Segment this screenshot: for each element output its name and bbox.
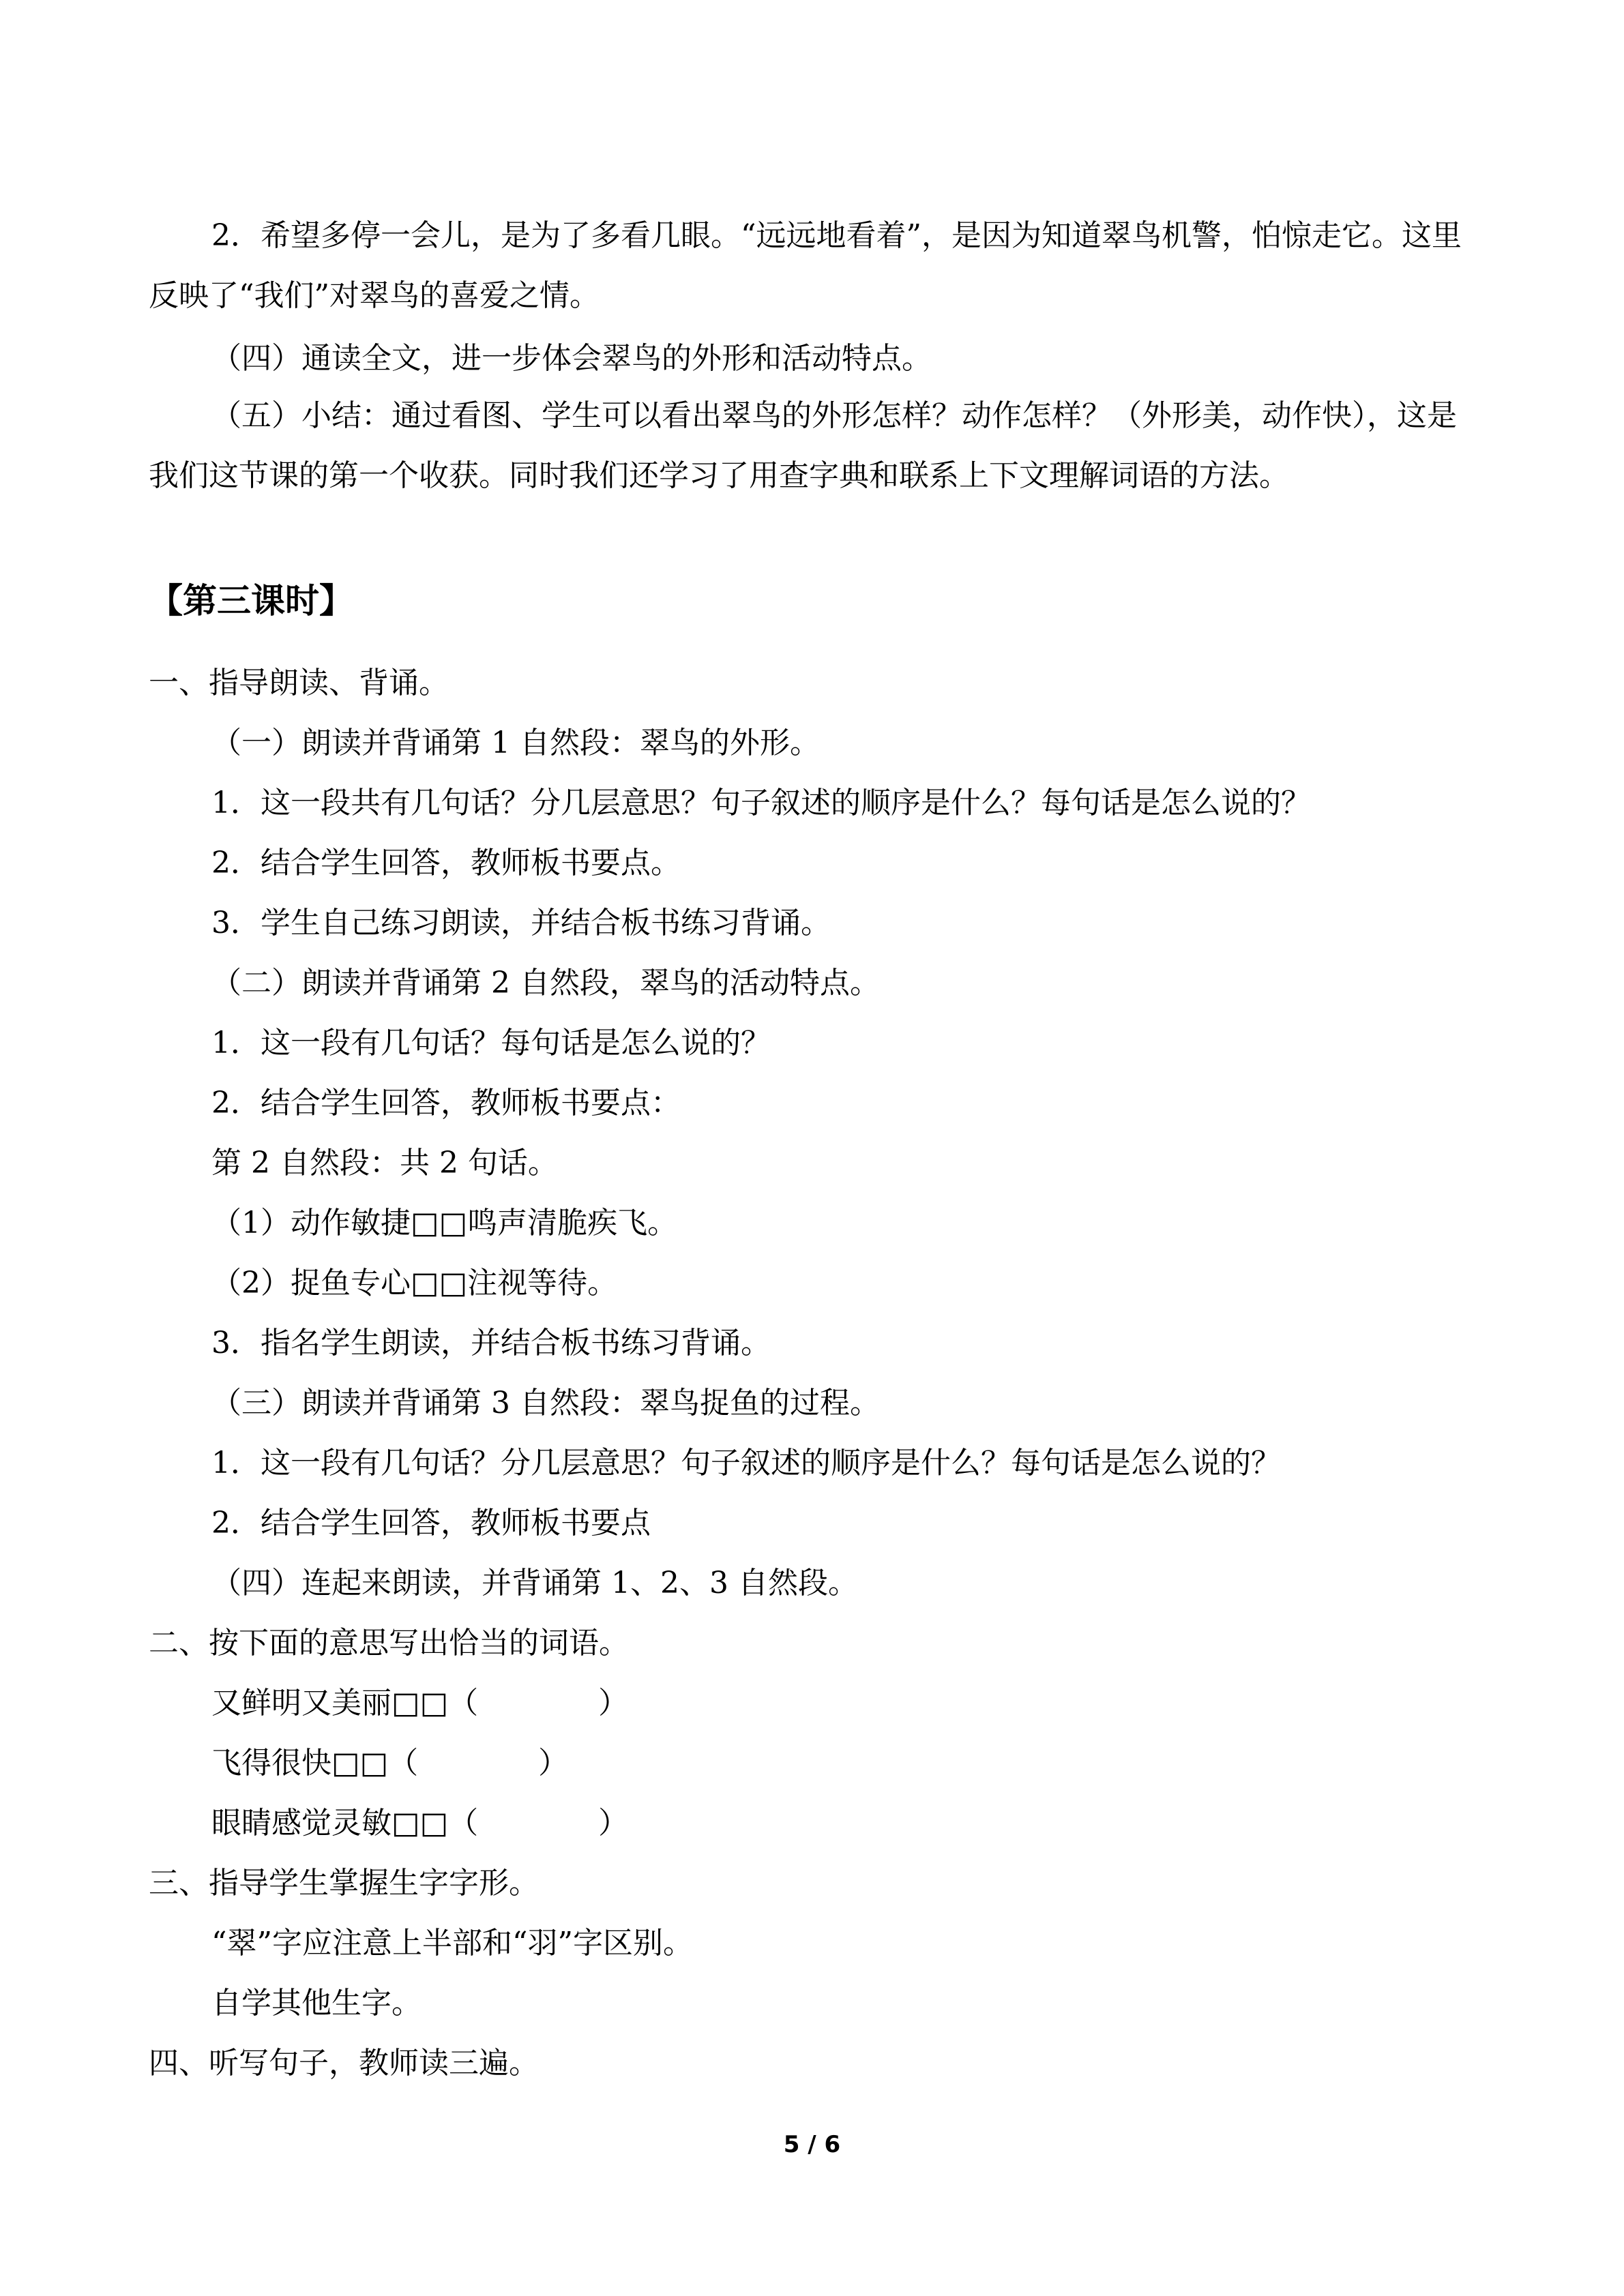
list-item: 3．学生自己练习朗读，并结合板书练习背诵。 bbox=[211, 906, 831, 940]
section-title: 【第三课时】 bbox=[149, 581, 353, 621]
list-item: （一）朗读并背诵第 1 自然段：翠鸟的外形。 bbox=[211, 726, 820, 760]
list-item: 一、指导朗读、背诵。 bbox=[149, 666, 449, 700]
list-item: 飞得很快□□（ ） bbox=[211, 1746, 569, 1780]
list-item: （三）朗读并背诵第 3 自然段：翠鸟捉鱼的过程。 bbox=[211, 1386, 880, 1420]
list-item: （2）捉鱼专心□□注视等待。 bbox=[211, 1266, 618, 1300]
list-item: 1．这一段有几句话？分几层意思？句子叙述的顺序是什么？每句话是怎么说的？ bbox=[211, 1446, 1281, 1480]
list-item: 2．结合学生回答，教师板书要点 bbox=[211, 1506, 651, 1540]
list-item: “翠”字应注意上半部和“羽”字区别。 bbox=[211, 1926, 693, 1960]
list-item: 2．结合学生回答，教师板书要点。 bbox=[211, 846, 681, 880]
list-item: 自学其他生字。 bbox=[211, 1986, 422, 2021]
list-item: （四）连起来朗读，并背诵第 1、2、3 自然段。 bbox=[211, 1566, 858, 1600]
paragraph-1: 2．希望多停一会儿，是为了多看几眼。“远远地看着”，是因为知道翠鸟机警，怕惊走它。这里反映了“我们”对翠鸟的喜爱之情。 bbox=[149, 218, 1462, 313]
list-item: 1．这一段共有几句话？分几层意思？句子叙述的顺序是什么？每句话是怎么说的？ bbox=[211, 786, 1311, 820]
list-item: 又鲜明又美丽□□（ ） bbox=[211, 1686, 629, 1720]
page-number: 5 / 6 bbox=[783, 2131, 841, 2158]
list-item: （二）朗读并背诵第 2 自然段，翠鸟的活动特点。 bbox=[211, 966, 880, 1000]
list-item: （1）动作敏捷□□鸣声清脆疾飞。 bbox=[211, 1206, 678, 1240]
list-item: 二、按下面的意思写出恰当的词语。 bbox=[149, 1626, 629, 1660]
list-item: 眼睛感觉灵敏□□（ ） bbox=[211, 1806, 629, 1840]
list-item: 2．结合学生回答，教师板书要点： bbox=[211, 1086, 681, 1120]
paragraph-2: （四）通读全文，进一步体会翠鸟的外形和活动特点。 bbox=[211, 341, 932, 376]
list-item: 三、指导学生掌握生字字形。 bbox=[149, 1866, 539, 1900]
list-item: 第 2 自然段：共 2 句话。 bbox=[211, 1146, 558, 1180]
paragraph-3: （五）小结：通过看图、学生可以看出翠鸟的外形怎样？动作怎样？（外形美，动作快），这是我们这节课的第一个收获。同时我们还学习了用查字典和联系上下文理解词语的方法。 bbox=[149, 398, 1457, 493]
list-item: 1．这一段有几句话？每句话是怎么说的？ bbox=[211, 1026, 771, 1060]
list-item: 3．指名学生朗读，并结合板书练习背诵。 bbox=[211, 1326, 771, 1360]
list-item: 四、听写句子，教师读三遍。 bbox=[149, 2046, 539, 2081]
